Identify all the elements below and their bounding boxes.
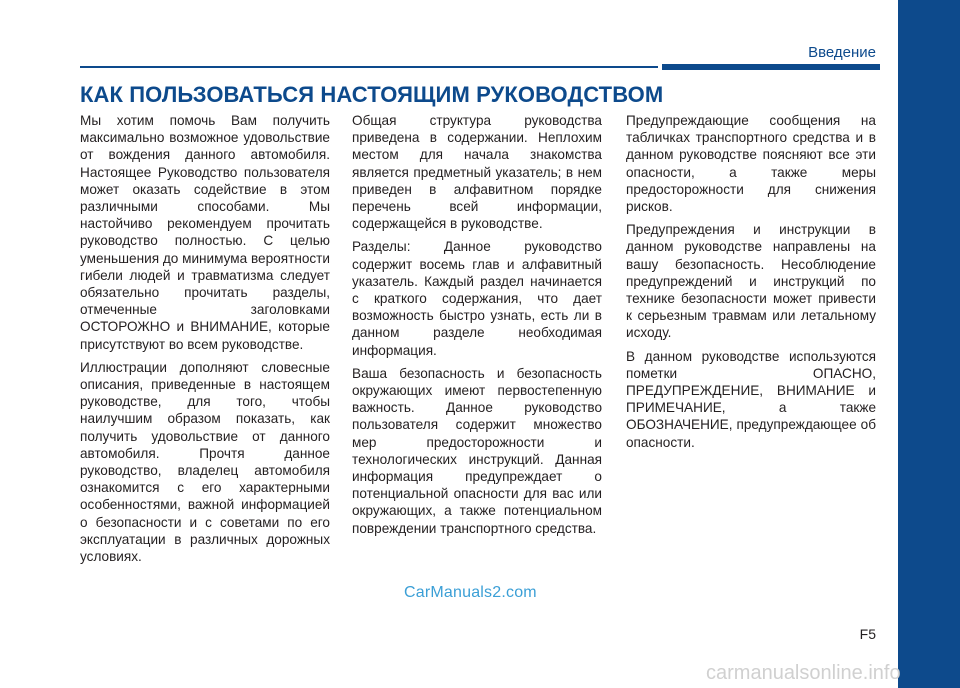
page-title: КАК ПОЛЬЗОВАТЬСЯ НАСТОЯЩИМ РУКОВОДСТВОМ: [80, 82, 664, 107]
paragraph: Разделы: Данное руководство содержит восемь глав и алфавитный указатель. Каждый раздел начинается с краткого содержания, что дает возможность быстро узнать, есть ли в данном разделе необходимая информация.: [352, 239, 602, 358]
page-number: F5: [859, 626, 876, 642]
header-rule-thin: [80, 66, 658, 68]
section-name: Введение: [808, 44, 876, 61]
text-column-2: [352, 112, 602, 543]
paragraph: Предупреждения и инструкции в данном руководстве направлены на вашу безопасность. Несоблюдение предупреждений и инструкций по технике безопасности может привести к серьезным травмам или летальному исходу.: [626, 222, 876, 341]
paragraph: Иллюстрации дополняют словесные описания, приведенные в настоящем руководстве, для того, чтобы наилучшим образом показать, как получить удовольствие от данного автомобиля. Прочтя данное руководство, владелец автомобиля ознакомится с его характерными особенностями, важной информацией о безопасности и с советами по его эксплуатации в различных дорожных условиях.: [80, 359, 330, 565]
paragraph: Ваша безопасность и безопасность окружающих имеют первостепенную важность. Данное руководство пользователя содержит множество мер предосторожности и технологических инструкций. Данная информация предупреждает о потенциальной опасности для вас или окружающих, а также потенциальном повреждении транспортного средства.: [352, 365, 602, 536]
paragraph: В данном руководстве используются пометки ОПАСНО, ПРЕДУПРЕЖДЕНИЕ, ВНИМАНИЕ и ПРИМЕЧАНИЕ, а также ОБОЗНАЧЕНИЕ, предупреждающее об опасности.: [626, 348, 876, 450]
site-watermark: carmanualsonline.info: [706, 662, 901, 684]
text-column-1: [80, 112, 330, 571]
side-color-bar: [898, 0, 960, 688]
paragraph: Мы хотим помочь Вам получить максимально возможное удовольствие от вождения данного автомобиля. Настоящее Руководство пользователя может оказать содействие в этом различными способами. Мы настойчиво рекомендуем прочитать руководство полностью. С целью уменьшения до минимума вероятности гибели людей и травматизма следует обязательно прочитать разделы, отмеченные заголовками ОСТОРОЖНО и ВНИМАНИЕ, которые присутствуют во всем руководстве.: [80, 113, 330, 352]
paragraph: Предупреждающие сообщения на табличках транспортного средства и в данном руководстве поясняют все эти опасности, а также меры предосторожности для снижения рисков.: [626, 113, 876, 215]
watermark-link[interactable]: CarManuals2.com: [404, 584, 537, 601]
text-column-3: [626, 112, 876, 457]
header-rule-thick: [662, 64, 880, 70]
paragraph: Общая структура руководства приведена в содержании. Неплохим местом для начала знакомства является предметный указатель; в нем приведен в алфавитном порядке перечень всей информации, содержащейся в руководстве.: [352, 113, 602, 232]
